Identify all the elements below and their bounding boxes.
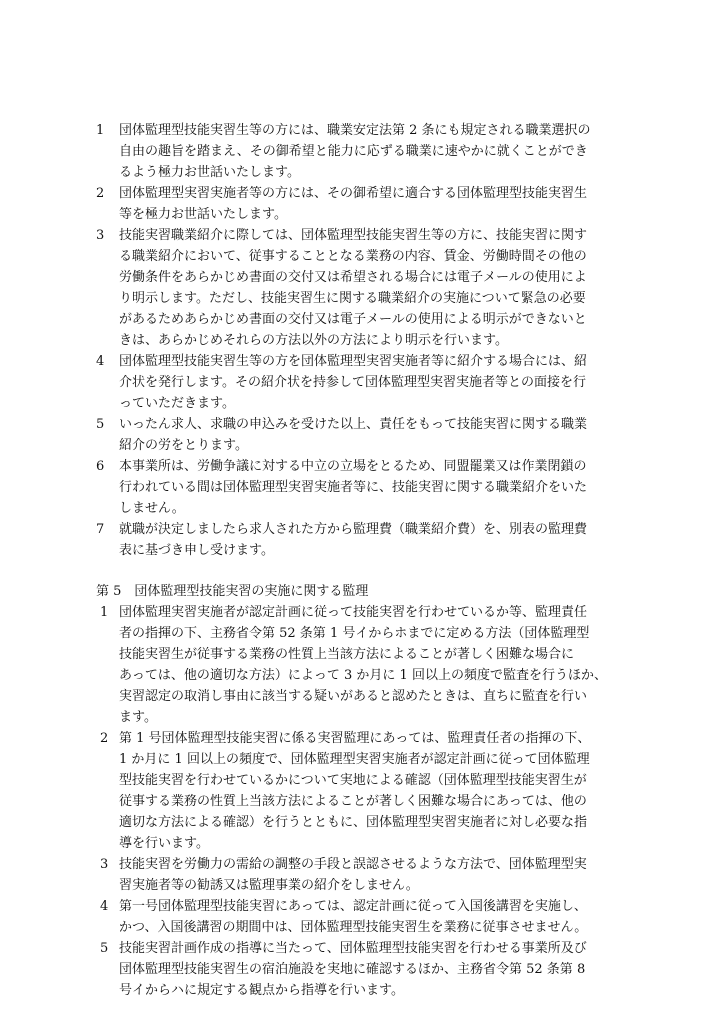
- text-line: があるためあらかじめ書面の交付又は電子メールの使用による明示ができないと: [119, 312, 587, 327]
- text-line: 就職が決定しましたら求人された方から監理費（職業紹介費）を、別表の監理費: [119, 522, 588, 537]
- text-line: 表に基づき申し受けます。: [119, 543, 274, 558]
- text-line: 自由の趣旨を踏まえ、その御希望と能力に応ずる職業に速やかに就くことができ: [119, 144, 588, 159]
- item-text: [119, 728, 668, 854]
- text-line: あっては、他の適切な方法）によって 3 か月に 1 回以上の頻度で監査を行うほか、: [119, 668, 607, 683]
- text-line: 導を行います。: [119, 836, 209, 851]
- item-text: [119, 120, 668, 183]
- list-item: [96, 519, 668, 561]
- item-text: [119, 938, 668, 1001]
- item-text: [119, 519, 668, 561]
- text-line: っていただきます。: [119, 396, 235, 411]
- text-line: 習実施者等の勧誘又は監理事業の紹介をしません。: [119, 878, 419, 893]
- text-line: 団体監理型技能実習生の宿泊施設を実地に確認するほか、主務省令第 52 条第 8: [119, 962, 586, 977]
- text-line: 行われている間は団体監理型実習実施者等に、技能実習に関する職業紹介をいた: [119, 480, 588, 495]
- text-line: るよう極力お世話いたします。: [119, 165, 300, 180]
- text-line: 団体監理型技能実習生等の方には、職業安定法第 2 条にも規定される職業選択の: [119, 123, 591, 138]
- item-text: [119, 225, 668, 351]
- text-line: 団体監理実習実施者が認定計画に従って技能実習を行わせているか等、監理責任: [119, 605, 588, 620]
- list-item: [96, 896, 668, 938]
- item-number: 2: [100, 731, 109, 746]
- section-heading: 第 5 団体監理型技能実習の実施に関する監理: [96, 584, 369, 599]
- item-number: 1: [96, 123, 105, 138]
- text-line: 技能実習を労働力の需給の調整の手段と誤認させるような方法で、団体監理型実: [119, 857, 587, 872]
- item-number: 2: [96, 186, 105, 201]
- item-text: [119, 351, 668, 414]
- item-text: [119, 414, 668, 456]
- item-number: 6: [96, 459, 105, 474]
- list-item: [96, 120, 668, 183]
- item-text: [119, 896, 668, 938]
- list-item: [96, 728, 668, 854]
- text-line: 団体監理型実習実施者等の方には、その御希望に適合する団体監理型技能実習生: [119, 186, 588, 201]
- item-number: 1: [100, 605, 109, 620]
- text-line: 団体監理型技能実習生等の方を団体監理型実習実施者等に紹介する場合には、紹: [119, 354, 588, 369]
- item-text: [119, 456, 668, 519]
- text-line: 本事業所は、労働争議に対する中立の立場をとるため、同盟罷業又は作業閉鎖の: [119, 459, 587, 474]
- text-line: 等を極力お世話いたします。: [119, 207, 287, 222]
- item-number: 4: [100, 899, 109, 914]
- text-line: 技能実習計画作成の指導に当たって、団体監理型技能実習を行わせる事業所及び: [119, 941, 587, 956]
- item-number: 3: [96, 228, 105, 243]
- list-item: [96, 183, 668, 225]
- text-line: 型技能実習を行わせているかについて実地による確認（団体監理型技能実習生が: [119, 773, 587, 788]
- section-numbered-list: [96, 602, 668, 1001]
- text-line: かつ、入国後講習の期間中は、団体監理型技能実習生を業務に従事させません。: [119, 920, 588, 935]
- text-line: 号イからハに規定する観点から指導を行います。: [119, 983, 404, 998]
- numbered-list: [96, 120, 668, 561]
- text-line: 者の指揮の下、主務省令第 52 条第 1 号イからホまでに定める方法（団体監理型: [119, 626, 590, 641]
- list-item: [96, 854, 668, 896]
- list-item: [96, 225, 668, 351]
- text-line: ます。: [119, 710, 157, 725]
- text-line: 適切な方法による確認）を行うとともに、団体監理型実習実施者に対し必要な指: [119, 815, 588, 830]
- list-item: [96, 456, 668, 519]
- text-line: 介状を発行します。その紹介状を持参して団体監理型実習実施者等との面接を行: [119, 375, 586, 390]
- text-line: 第 1 号団体監理型技能実習に係る実習監理にあっては、監理責任者の指揮の下、: [119, 731, 591, 746]
- text-line: る職業紹介において、従事することとなる業務の内容、賃金、労働時間その他の: [119, 249, 587, 264]
- item-text: [119, 854, 668, 896]
- item-number: 7: [96, 522, 105, 537]
- list-item: [96, 351, 668, 414]
- item-text: [119, 183, 668, 225]
- item-text: [119, 602, 668, 728]
- text-line: 労働条件をあらかじめ書面の交付又は希望される場合には電子メールの使用によ: [119, 270, 587, 285]
- list-item: [96, 414, 668, 456]
- text-line: きは、あらかじめそれらの方法以外の方法により明示を行います。: [119, 333, 508, 348]
- text-line: 実習認定の取消し事由に該当する疑いがあると認めたときは、直ちに監査を行い: [119, 689, 588, 704]
- text-line: 第一号団体監理型技能実習にあっては、認定計画に従って入国後講習を実施し、: [119, 899, 587, 914]
- text-line: いったん求人、求職の申込みを受けた以上、責任をもって技能実習に関する職業: [119, 417, 588, 432]
- text-line: 紹介の労をとります。: [119, 438, 248, 453]
- text-line: 技能実習生が従事する業務の性質上当該方法によることが著しく困難な場合に: [119, 647, 575, 662]
- text-line: 1 か月に 1 回以上の頻度で、団体監理型実習実施者が認定計画に従って団体監理: [119, 752, 590, 767]
- text-line: 技能実習職業紹介に際しては、団体監理型技能実習生等の方に、技能実習に関す: [119, 228, 588, 243]
- item-number: 4: [96, 354, 105, 369]
- document-body: [96, 120, 668, 1001]
- text-line: 従事する業務の性質上当該方法によることが著しく困難な場合にあっては、他の: [119, 794, 587, 809]
- item-number: 3: [100, 857, 109, 872]
- text-line: しません。: [119, 501, 185, 516]
- list-item: [96, 602, 668, 728]
- item-number: 5: [96, 417, 105, 432]
- list-item: [96, 938, 668, 1001]
- text-line: り明示します。ただし、技能実習生に関する職業紹介の実施について緊急の必要: [119, 291, 586, 306]
- item-number: 5: [100, 941, 109, 956]
